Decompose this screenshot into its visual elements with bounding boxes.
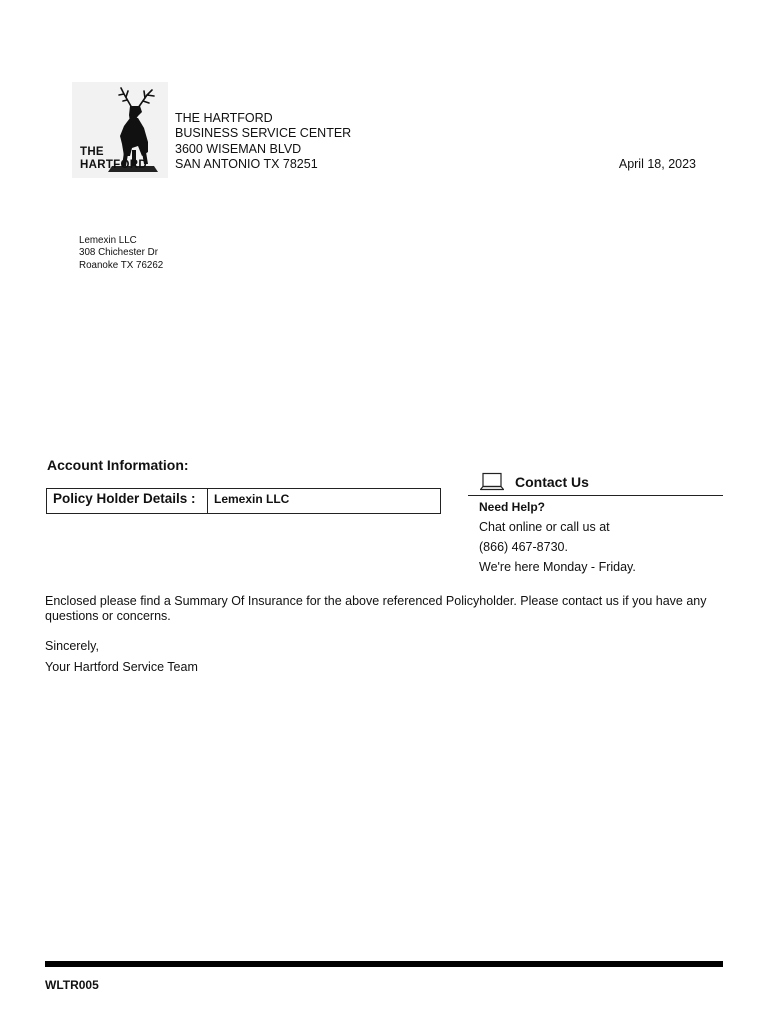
sender-street: 3600 WISEMAN BLVD [175, 141, 302, 156]
laptop-icon [480, 472, 504, 492]
letter-date: April 18, 2023 [618, 157, 696, 171]
contact-phone: (866) 467-8730. [479, 540, 568, 554]
letter-body-paragraph: Enclosed please find a Summary Of Insurance for the above referenced Policyholder. Please contact us if you have any questions or concerns. [45, 594, 707, 623]
sender-address [175, 111, 351, 172]
recipient-street: 308 Chichester Dr [79, 247, 158, 259]
sender-city: SAN ANTONIO TX 78251 [175, 156, 318, 171]
footer-divider [45, 961, 723, 967]
recipient-name: Lemexin LLC [79, 235, 137, 246]
contact-hours: We're here Monday - Friday. [479, 560, 636, 574]
contact-us-title: Contact Us [515, 474, 589, 490]
letter-signature: Your Hartford Service Team [45, 660, 198, 674]
policy-holder-value: Lemexin LLC [214, 492, 290, 506]
recipient-city: Roanoke TX 76262 [79, 259, 164, 271]
form-code: WLTR005 [45, 978, 99, 992]
hartford-logo [72, 82, 168, 178]
recipient-address [79, 235, 163, 272]
logo-text-hartford: HARTFORD [80, 159, 147, 171]
need-help-text: Need Help? [479, 500, 546, 514]
logo-text-the: THE [80, 146, 104, 158]
policy-holder-table [46, 488, 441, 514]
sender-dept: BUSINESS SERVICE CENTER [175, 126, 352, 141]
letter-closing: Sincerely, [45, 639, 99, 653]
contact-chat-text: Chat online or call us at [479, 520, 610, 534]
contact-us-body [479, 500, 636, 580]
sender-name: THE HARTFORD [175, 111, 273, 125]
policy-holder-label: Policy Holder Details : [47, 489, 208, 513]
contact-us-header [468, 470, 723, 496]
account-info-heading: Account Information: [47, 457, 189, 473]
